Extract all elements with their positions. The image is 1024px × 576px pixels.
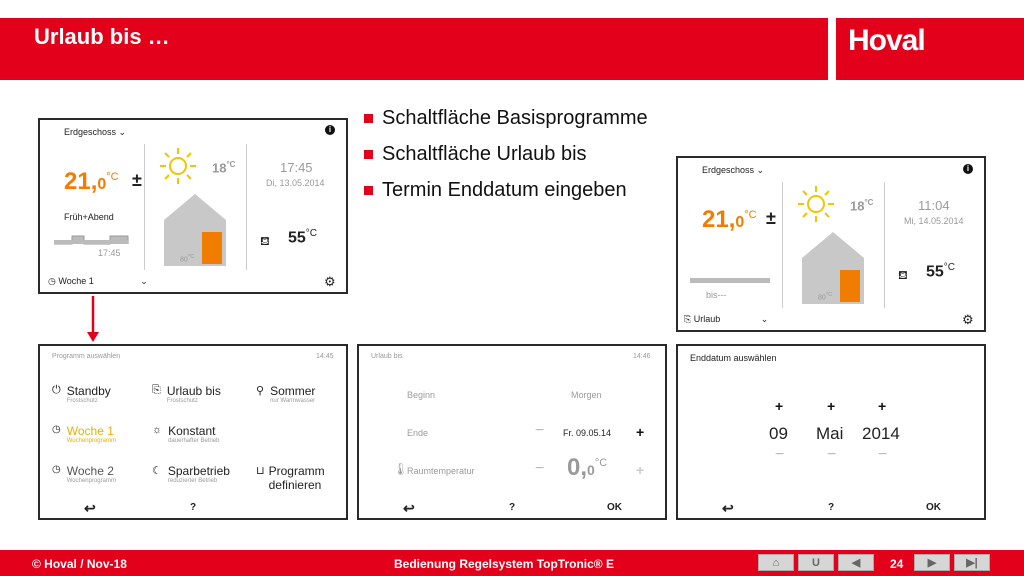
home-icon: ⌂ bbox=[772, 556, 780, 569]
last-nav-button[interactable] bbox=[954, 554, 990, 571]
room-temperature: $21,0^{^\circ C}$ bbox=[64, 168, 119, 195]
program-graph-icon: ⊔ bbox=[256, 465, 265, 477]
week-program-select[interactable]: ◷ Woche 1 ⌄ bbox=[48, 276, 148, 286]
program-select-screen bbox=[38, 344, 348, 520]
program-summer[interactable]: ⚲ Sommer nur Warmwasser bbox=[256, 384, 316, 404]
end-label: Ende bbox=[407, 428, 429, 438]
room-temperature: $21,0^{^\circ C}$ bbox=[702, 206, 757, 233]
back-arrow-icon[interactable]: ↩ bbox=[722, 500, 734, 516]
skip-end-icon: ▶| bbox=[966, 557, 978, 569]
house-icon bbox=[162, 192, 228, 268]
help-button[interactable]: ? bbox=[190, 502, 197, 513]
slide-title: Urlaub bis … bbox=[34, 24, 170, 49]
ok-button[interactable]: OK bbox=[607, 502, 622, 513]
page-number: 24 bbox=[890, 557, 904, 571]
program-define[interactable]: ⊔ Programm definieren bbox=[256, 464, 325, 492]
program-week-2[interactable]: ◷ Woche 2 Wochenprogramm bbox=[52, 464, 116, 484]
clock-icon: ◷ bbox=[52, 424, 61, 435]
end-minus-button[interactable]: − bbox=[535, 422, 545, 439]
screen-time: 14:45 bbox=[316, 353, 334, 360]
hot-water-tap-icon: ⛾ bbox=[260, 234, 270, 248]
temperature-adjust-button[interactable]: ± bbox=[766, 208, 776, 228]
bullet-item: Termin Enddatum eingeben bbox=[364, 172, 648, 208]
return-icon: U bbox=[812, 556, 820, 569]
clock-icon: ◷ bbox=[48, 276, 56, 286]
footer-bar bbox=[0, 550, 1024, 576]
outdoor-temperature: $18^{^\circ C}$ bbox=[850, 198, 874, 214]
bullet-item: Schaltfläche Urlaub bis bbox=[364, 136, 648, 172]
vacation-bar bbox=[690, 278, 770, 283]
day-program-graph bbox=[52, 226, 132, 246]
program-vacation[interactable]: ⎘ Urlaub bis Frostschutz bbox=[152, 384, 221, 404]
screen-time: 14:46 bbox=[633, 353, 651, 360]
help-button[interactable]: ? bbox=[509, 502, 516, 513]
bullet-item: Schaltfläche Basisprogramme bbox=[364, 100, 648, 136]
zone-select[interactable]: Erdgeschoss ⌄ bbox=[702, 165, 765, 175]
month-plus-button[interactable]: + bbox=[827, 398, 836, 414]
hoval-logo: Hoval bbox=[848, 24, 925, 57]
hot-water-tap-icon: ⛾ bbox=[898, 268, 908, 282]
header-bar bbox=[0, 18, 1024, 80]
screen-title: Programm auswählen bbox=[52, 353, 121, 360]
chevron-down-icon: ⌄ bbox=[140, 276, 148, 286]
temp-plus-button[interactable]: + bbox=[636, 462, 645, 478]
program-week-1[interactable]: ◷ Woche 1 Wochenprogramm bbox=[52, 424, 116, 444]
screen-title: Urlaub bis bbox=[371, 353, 403, 360]
temperature-adjust-button[interactable]: ± bbox=[132, 170, 142, 190]
divider bbox=[884, 182, 885, 308]
header-divider bbox=[828, 18, 836, 80]
end-date-value[interactable]: Fr. 09.05.14 bbox=[563, 428, 612, 438]
room-temp-label: Raumtemperatur bbox=[407, 466, 475, 476]
program-standby[interactable]: ⏻ Standby Frostschutz bbox=[52, 384, 111, 404]
settings-gear-icon[interactable]: ⚙ bbox=[962, 312, 974, 327]
info-icon[interactable]: i bbox=[325, 125, 335, 135]
year-value[interactable]: 2014 bbox=[862, 424, 900, 443]
graph-time: 17:45 bbox=[98, 248, 121, 258]
program-constant[interactable]: ☼ Konstant dauerhafter Betrieb bbox=[152, 424, 220, 444]
sun-icon bbox=[158, 146, 198, 186]
year-minus-button[interactable]: − bbox=[878, 446, 888, 463]
next-nav-button[interactable] bbox=[914, 554, 950, 571]
footer-title: Bedienung Regelsystem TopTronic® E bbox=[394, 557, 614, 571]
divider bbox=[782, 182, 783, 308]
footer-copyright: © Hoval / Nov-18 bbox=[32, 557, 127, 571]
sun-icon bbox=[796, 184, 836, 224]
back-arrow-icon[interactable]: ↩ bbox=[403, 500, 415, 516]
day-plus-button[interactable]: + bbox=[775, 398, 784, 414]
tap-icon: ⚲ bbox=[256, 385, 265, 397]
day-minus-button[interactable]: − bbox=[775, 446, 785, 463]
house-temperature: $80^{^\circ C}$ bbox=[818, 292, 833, 302]
home-screen-2 bbox=[676, 156, 986, 332]
day-value[interactable]: 09 bbox=[769, 424, 788, 443]
year-plus-button[interactable]: + bbox=[878, 398, 887, 414]
help-button[interactable]: ? bbox=[828, 502, 835, 513]
divider bbox=[246, 144, 247, 270]
room-temp-value: $0,0^{^\circ C}$ bbox=[567, 454, 608, 481]
suitcase-icon: ⎘ bbox=[152, 384, 161, 396]
begin-value: Morgen bbox=[571, 390, 602, 400]
home-screen-1 bbox=[38, 118, 348, 294]
chevron-down-icon: ⌄ bbox=[756, 165, 765, 175]
screen-title: Enddatum auswählen bbox=[690, 353, 777, 363]
zone-select[interactable]: Erdgeschoss ⌄ bbox=[64, 127, 127, 137]
clock-date: Di, 13.05.2014 bbox=[266, 178, 325, 188]
vacation-screen bbox=[357, 344, 667, 520]
home-nav-button[interactable] bbox=[758, 554, 794, 571]
month-minus-button[interactable]: − bbox=[827, 446, 837, 463]
clock-icon: ◷ bbox=[52, 464, 61, 475]
back-arrow-icon[interactable]: ↩ bbox=[84, 500, 96, 516]
house-temperature: $80^{^\circ C}$ bbox=[180, 254, 195, 264]
bullet-square-icon bbox=[364, 150, 373, 159]
bullet-list bbox=[364, 100, 648, 208]
clock-date: Mi, 14.05.2014 bbox=[904, 216, 964, 226]
hot-water-temperature: $55^{^\circ C}$ bbox=[926, 262, 956, 281]
vacation-select[interactable]: ⎘ Urlaub ⌄ bbox=[684, 314, 769, 324]
outdoor-temperature: $18^{^\circ C}$ bbox=[212, 160, 236, 176]
end-plus-button[interactable]: + bbox=[636, 424, 645, 440]
bullet-square-icon bbox=[364, 114, 373, 123]
month-value[interactable]: Mai bbox=[816, 424, 844, 443]
clock-time: 11:04 bbox=[918, 198, 950, 213]
end-date-screen bbox=[676, 344, 986, 520]
clock-time: 17:45 bbox=[280, 160, 313, 175]
suitcase-icon: ⎘ bbox=[684, 314, 692, 324]
ok-button[interactable]: OK bbox=[926, 502, 941, 513]
hot-water-temperature: $55^{^\circ C}$ bbox=[288, 228, 318, 247]
program-eco[interactable]: ☾ Sparbetrieb reduzierter Betrieb bbox=[152, 464, 230, 484]
chevron-down-icon: ⌄ bbox=[760, 314, 769, 324]
house-icon bbox=[800, 230, 866, 306]
program-name: Früh+Abend bbox=[64, 212, 114, 222]
info-icon[interactable]: i bbox=[963, 164, 973, 174]
vacation-until: bis--- bbox=[706, 290, 727, 300]
previous-nav-button[interactable] bbox=[838, 554, 874, 571]
sun-icon: ☼ bbox=[152, 424, 163, 436]
begin-label: Beginn bbox=[407, 390, 436, 400]
divider bbox=[144, 144, 145, 270]
bullet-square-icon bbox=[364, 186, 373, 195]
moon-icon: ☾ bbox=[152, 465, 162, 477]
triangle-left-icon: ◀ bbox=[851, 557, 861, 569]
power-icon: ⏻ bbox=[52, 384, 61, 396]
return-nav-button[interactable] bbox=[798, 554, 834, 571]
settings-gear-icon[interactable]: ⚙ bbox=[324, 274, 336, 289]
thermometer-icon: 🌡 bbox=[393, 462, 409, 476]
temp-minus-button[interactable]: − bbox=[535, 460, 545, 477]
triangle-right-icon: ▶ bbox=[927, 557, 937, 569]
chevron-down-icon: ⌄ bbox=[118, 127, 127, 137]
arrow-down-icon bbox=[86, 296, 100, 344]
